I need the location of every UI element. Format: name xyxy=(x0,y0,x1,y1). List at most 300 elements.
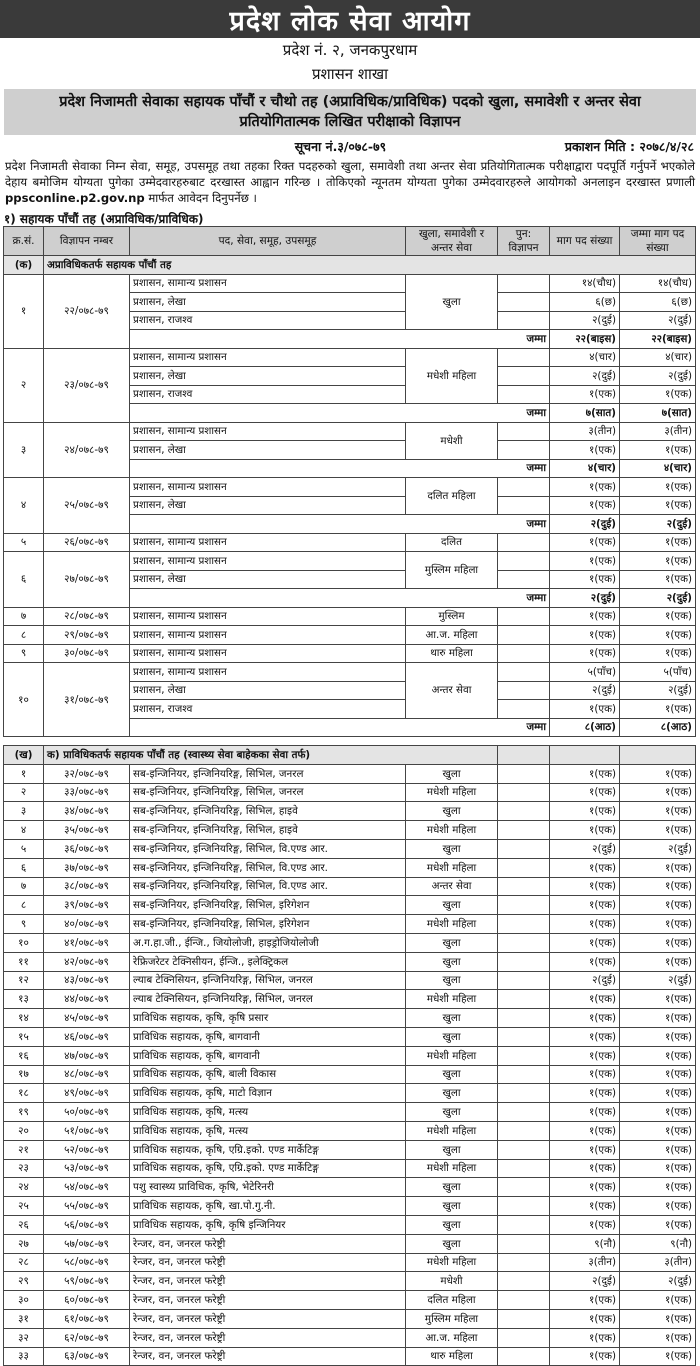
advertisement-number: ३९/०७८-७९ xyxy=(44,896,130,915)
serial-number: ५ xyxy=(4,533,44,552)
table-row xyxy=(4,1027,696,1046)
serial-number: १७ xyxy=(4,1065,44,1084)
serial-number: २१ xyxy=(4,1140,44,1159)
readvertise-cell xyxy=(498,952,550,971)
category: दलित xyxy=(406,533,498,552)
demand-count: ५(पाँच) xyxy=(550,663,620,682)
total-demand-count: १(एक) xyxy=(620,1328,696,1347)
readvertise-cell xyxy=(498,896,550,915)
post-name: प्रशासन, लेखा xyxy=(130,570,406,589)
post-name: प्रशासन, सामान्य प्रशासन xyxy=(130,644,406,663)
serial-number: ४ xyxy=(4,478,44,534)
advertisement-number: २९/०७८-७९ xyxy=(44,626,130,645)
category: खुला xyxy=(406,839,498,858)
advertisement-number: ६१/०७८-७९ xyxy=(44,1309,130,1328)
total-demand-count: १(एक) xyxy=(620,858,696,877)
demand-count: १(एक) xyxy=(550,626,620,645)
table-row xyxy=(4,1328,696,1347)
serial-number: १४ xyxy=(4,1009,44,1028)
total-demand-count: १(एक) xyxy=(620,1121,696,1140)
category: मधेशी महिला xyxy=(406,1253,498,1272)
demand-count: १(एक) xyxy=(550,1121,620,1140)
grand-total-demand: ४(चार) xyxy=(620,459,696,478)
grand-total-demand: २(दुई) xyxy=(620,589,696,608)
total-demand-count: १(एक) xyxy=(620,764,696,783)
serial-number: ३२ xyxy=(4,1328,44,1347)
readvertise-cell xyxy=(498,839,550,858)
advertisement-number: ५१/०७८-७९ xyxy=(44,1121,130,1140)
post-name: प्रशासन, सामान्य प्रशासन xyxy=(130,348,406,367)
post-name: प्रशासन, लेखा xyxy=(130,681,406,700)
readvertise-cell xyxy=(498,626,550,645)
total-demand-count: १(एक) xyxy=(620,1178,696,1197)
post-name: प्रशासन, लेखा xyxy=(130,367,406,386)
total-demand-count: १(एक) xyxy=(620,1084,696,1103)
commission-title: प्रदेश लोक सेवा आयोग xyxy=(229,5,471,37)
post-name: प्राविधिक सहायक, कृषि, बाली विकास xyxy=(130,1065,406,1084)
readvertise-cell xyxy=(498,1065,550,1084)
intro-paragraph xyxy=(0,158,700,206)
table-row xyxy=(4,626,696,645)
readvertise-cell xyxy=(498,293,550,312)
serial-number: ३१ xyxy=(4,1309,44,1328)
serial-number: १ xyxy=(4,274,44,348)
total-label: जम्मा xyxy=(130,404,550,423)
nontechnical-posts-table xyxy=(3,226,696,737)
notice-number: सूचना नं.३/०७८-७९ xyxy=(294,139,387,154)
readvertise-cell xyxy=(498,990,550,1009)
serial-number: २९ xyxy=(4,1272,44,1291)
table-row xyxy=(4,422,696,441)
readvertise-cell xyxy=(498,1309,550,1328)
branch-line: प्रशासन शाखा xyxy=(311,65,389,83)
total-demand: २(दुई) xyxy=(550,589,620,608)
total-demand-count: १(एक) xyxy=(620,877,696,896)
demand-count: १(एक) xyxy=(550,496,620,515)
category: अन्तर सेवा xyxy=(406,663,498,719)
empty-cell xyxy=(550,746,620,765)
table-row xyxy=(4,1046,696,1065)
demand-count: १(एक) xyxy=(550,385,620,404)
demand-count: १(एक) xyxy=(550,1009,620,1028)
post-name: ल्याब टेक्निसियन, इन्जिनियरिङ्ग, सिभिल, जनरल xyxy=(130,990,406,1009)
serial-number: १६ xyxy=(4,1046,44,1065)
table-row xyxy=(4,877,696,896)
header-post: पद, सेवा, समूह, उपसमूह xyxy=(130,227,406,256)
header-sn: क्र.सं. xyxy=(4,227,44,256)
serial-number: ११ xyxy=(4,952,44,971)
demand-count: १(एक) xyxy=(550,1291,620,1310)
demand-count: १(एक) xyxy=(550,1084,620,1103)
post-name: प्रशासन, लेखा xyxy=(130,496,406,515)
total-label: जम्मा xyxy=(130,589,550,608)
post-name: प्राविधिक सहायक, कृषि, एग्रि.इको. एण्ड मार्केटिङ्ग xyxy=(130,1140,406,1159)
advertisement-number: ४१/०७८-७९ xyxy=(44,933,130,952)
category: खुला xyxy=(406,933,498,952)
serial-number: ४ xyxy=(4,821,44,840)
advertisement-number: ३६/०७८-७९ xyxy=(44,839,130,858)
post-name: सब-इन्जिनियर, इन्जिनियरिङ्ग, सिभिल, वि.एण्ड आर. xyxy=(130,839,406,858)
post-name: प्रशासन, सामान्य प्रशासन xyxy=(130,663,406,682)
readvertise-cell xyxy=(498,274,550,293)
demand-count: १(एक) xyxy=(550,607,620,626)
advertisement-number: ३८/०७८-७९ xyxy=(44,877,130,896)
category: मधेशी महिला xyxy=(406,1046,498,1065)
serial-number: १२ xyxy=(4,971,44,990)
total-demand-count: १(एक) xyxy=(620,1159,696,1178)
table-row xyxy=(4,783,696,802)
total-demand-count: १(एक) xyxy=(620,783,696,802)
post-name: रेन्जर, वन, जनरल फरेष्ट्री xyxy=(130,1347,406,1366)
total-demand-count: १(एक) xyxy=(620,1009,696,1028)
demand-count: २(दुई) xyxy=(550,311,620,330)
serial-number: ६ xyxy=(4,858,44,877)
post-name: सब-इन्जिनियर, इन्जिनियरिङ्ग, सिभिल, वि.एण्ड आर. xyxy=(130,858,406,877)
readvertise-cell xyxy=(498,1121,550,1140)
category: खुला xyxy=(406,896,498,915)
table-row xyxy=(4,533,696,552)
empty-cell xyxy=(498,746,550,765)
serial-number: २ xyxy=(4,783,44,802)
advertisement-number: ३१/०७८-७९ xyxy=(44,663,130,737)
total-demand: ४(चार) xyxy=(550,459,620,478)
table-row xyxy=(4,1347,696,1366)
readvertise-cell xyxy=(498,644,550,663)
total-demand-count: ३(तीन) xyxy=(620,422,696,441)
category: खुला xyxy=(406,764,498,783)
category: खुला xyxy=(406,1140,498,1159)
total-demand-count: ३(तीन) xyxy=(620,1253,696,1272)
total-demand-count: १(एक) xyxy=(620,700,696,719)
table-row xyxy=(4,971,696,990)
table-row xyxy=(4,1197,696,1216)
readvertise-cell xyxy=(498,367,550,386)
table-row xyxy=(4,607,696,626)
post-name: प्रशासन, लेखा xyxy=(130,293,406,312)
advertisement-number: ३२/०७८-७९ xyxy=(44,764,130,783)
table-row xyxy=(4,1178,696,1197)
category: दलित महिला xyxy=(406,478,498,515)
readvertise-cell xyxy=(498,915,550,934)
post-name: रेन्जर, वन, जनरल फरेष्ट्री xyxy=(130,1309,406,1328)
category: खुला xyxy=(406,1027,498,1046)
total-demand-count: १(एक) xyxy=(620,1103,696,1122)
readvertise-cell xyxy=(498,764,550,783)
header-category: खुला, समावेशी र अन्तर सेवा xyxy=(406,227,498,256)
post-name: प्रशासन, सामान्य प्रशासन xyxy=(130,552,406,571)
advertisement-number: ४५/०७८-७९ xyxy=(44,1009,130,1028)
advertisement-number: ३५/०७८-७९ xyxy=(44,821,130,840)
demand-count: १(एक) xyxy=(550,570,620,589)
advertisement-number: ४२/०७८-७९ xyxy=(44,952,130,971)
header-total-demand: जम्मा माग पद संख्या xyxy=(620,227,696,256)
post-name: प्राविधिक सहायक, कृषि, बागवानी xyxy=(130,1027,406,1046)
post-name: प्राविधिक सहायक, कृषि, माटो विज्ञान xyxy=(130,1084,406,1103)
section-b-label: (ख) xyxy=(4,746,44,765)
demand-count: १(एक) xyxy=(550,821,620,840)
serial-number: ३ xyxy=(4,802,44,821)
advertisement-number: २२/०७८-७९ xyxy=(44,274,130,348)
demand-count: १(एक) xyxy=(550,783,620,802)
table-row xyxy=(4,1272,696,1291)
grand-total-demand: २(दुई) xyxy=(620,515,696,534)
demand-count: १(एक) xyxy=(550,1140,620,1159)
total-demand-count: १(एक) xyxy=(620,1046,696,1065)
readvertise-cell xyxy=(498,1159,550,1178)
serial-number: ३ xyxy=(4,422,44,478)
category: खुला xyxy=(406,952,498,971)
table-row xyxy=(4,1084,696,1103)
post-name: सब-इन्जिनियर, इन्जिनियरिङ्ग, सिभिल, इरिगेशन xyxy=(130,915,406,934)
post-name: प्राविधिक सहायक, कृषि, कृषि इन्जिनियर xyxy=(130,1215,406,1234)
demand-count: १(एक) xyxy=(550,1309,620,1328)
table-row xyxy=(4,348,696,367)
category: मधेशी महिला xyxy=(406,858,498,877)
total-demand-count: १(एक) xyxy=(620,933,696,952)
total-demand: ८(आठ) xyxy=(550,718,620,737)
total-demand-count: १(एक) xyxy=(620,1027,696,1046)
advertisement-number: ५९/०७८-७९ xyxy=(44,1272,130,1291)
table-row xyxy=(4,1234,696,1253)
advertisement-number: ४८/०७८-७९ xyxy=(44,1065,130,1084)
total-demand-count: १(एक) xyxy=(620,915,696,934)
readvertise-cell xyxy=(498,700,550,719)
serial-number: ८ xyxy=(4,896,44,915)
serial-number: ९ xyxy=(4,915,44,934)
advertisement-number: २७/०७८-७९ xyxy=(44,552,130,608)
demand-count: १(एक) xyxy=(550,858,620,877)
post-name: प्राविधिक सहायक, कृषि, बागवानी xyxy=(130,1046,406,1065)
empty-cell xyxy=(620,746,696,765)
advertisement-number: ३७/०७८-७९ xyxy=(44,858,130,877)
readvertise-cell xyxy=(498,1291,550,1310)
advertisement-number: ५४/०७८-७९ xyxy=(44,1178,130,1197)
serial-number: ३० xyxy=(4,1291,44,1310)
total-demand-count: १(एक) xyxy=(620,990,696,1009)
headline-line-1: प्रदेश निजामती सेवाका सहायक पाँचौं र चौथो तह (अप्राविधिक/प्राविधिक) पदको खुला, समावेशी र अन्तर सेवा xyxy=(59,94,641,110)
readvertise-cell xyxy=(498,1272,550,1291)
serial-number: ९ xyxy=(4,644,44,663)
serial-number: ५ xyxy=(4,839,44,858)
table-row xyxy=(4,1009,696,1028)
advertisement-number: २३/०७८-७९ xyxy=(44,348,130,422)
serial-number: २४ xyxy=(4,1178,44,1197)
demand-count: १(एक) xyxy=(550,1159,620,1178)
demand-count: ९(नौ) xyxy=(550,1234,620,1253)
table-row xyxy=(4,764,696,783)
table-row xyxy=(4,274,696,293)
table-row xyxy=(4,1065,696,1084)
readvertise-cell xyxy=(498,1234,550,1253)
post-name: सब-इन्जिनियर, इन्जिनियरिङ्ग, सिभिल, हाइवे xyxy=(130,821,406,840)
category: खुला xyxy=(406,1197,498,1216)
category: खुला xyxy=(406,971,498,990)
section-b-title: क) प्राविधिकतर्फ सहायक पाँचौं तह (स्वास्थ्य सेवा बाहेकका सेवा तर्फ) xyxy=(44,746,498,765)
demand-count: ३(तीन) xyxy=(550,422,620,441)
advertisement-number: ३४/०७८-७९ xyxy=(44,802,130,821)
post-name: रेफ्रिजरेटर टेक्निसीयन, ईन्जि., इलेक्ट्रिकल xyxy=(130,952,406,971)
post-name: प्रशासन, लेखा xyxy=(130,441,406,460)
category: मधेशी महिला xyxy=(406,915,498,934)
serial-number: २७ xyxy=(4,1234,44,1253)
serial-number: २५ xyxy=(4,1197,44,1216)
total-demand: २२(बाइस) xyxy=(550,330,620,349)
table-row xyxy=(4,1159,696,1178)
grand-total-demand: ८(आठ) xyxy=(620,718,696,737)
readvertise-cell xyxy=(498,971,550,990)
demand-count: १(एक) xyxy=(550,1197,620,1216)
advertisement-number: २६/०७८-७९ xyxy=(44,533,130,552)
serial-number: ७ xyxy=(4,607,44,626)
total-demand: २(दुई) xyxy=(550,515,620,534)
total-demand-count: २(दुई) xyxy=(620,971,696,990)
serial-number: ३३ xyxy=(4,1347,44,1366)
readvertise-cell xyxy=(498,1178,550,1197)
post-name: अ.ग.हा.जी., ईन्जि., जियोलोजी, हाइड्रोजियोलोजी xyxy=(130,933,406,952)
demand-count: १(एक) xyxy=(550,764,620,783)
post-name: प्राविधिक सहायक, कृषि, मत्स्य xyxy=(130,1103,406,1122)
serial-number: ८ xyxy=(4,626,44,645)
table-row xyxy=(4,1253,696,1272)
total-demand-count: २(दुई) xyxy=(620,681,696,700)
intro-text: प्रदेश निजामती सेवाका निम्न सेवा, समूह, उपसमूह तथा तहका रिक्त पदहरुको खुला, समावेशी तथा अन्तर सेवा प्रतियोगितात्मक परीक्षाद्वारा पदपूर्ति गर्नुपर्ने भएकोले देहाय बमोजिम योग्यता पुगेका उम्मेदवारहरुबाट दरखास्त आह्वान गरिन्छ । तोकिएको न्यूनतम योग्यता पुगेका उम्मेदवारहरुले आयोगको अनलाइन दरखास्त प्रणाली xyxy=(5,159,695,189)
readvertise-cell xyxy=(498,1328,550,1347)
table-row xyxy=(4,478,696,497)
readvertise-cell xyxy=(498,552,550,571)
total-demand-count: २(दुई) xyxy=(620,839,696,858)
category: मधेशी महिला xyxy=(406,1121,498,1140)
total-demand-count: १४(चौध) xyxy=(620,274,696,293)
post-name: प्राविधिक सहायक, कृषि, कृषि प्रसार xyxy=(130,1009,406,1028)
demand-count: १(एक) xyxy=(550,644,620,663)
serial-number: ६ xyxy=(4,552,44,608)
post-name: प्राविधिक सहायक, कृषि, खा.पो.गु.नी. xyxy=(130,1197,406,1216)
total-demand-count: १(एक) xyxy=(620,1215,696,1234)
demand-count: ३(तीन) xyxy=(550,1253,620,1272)
demand-count: १(एक) xyxy=(550,700,620,719)
province-line: प्रदेश नं. २, जनकपुरधाम xyxy=(282,41,418,59)
table-row xyxy=(4,858,696,877)
advertisement-number: ५२/०७८-७९ xyxy=(44,1140,130,1159)
online-portal-link[interactable]: ppsconline.p2.gov.np xyxy=(5,191,145,205)
notice-bar xyxy=(0,138,700,155)
readvertise-cell xyxy=(498,1197,550,1216)
table-row xyxy=(4,821,696,840)
table-row xyxy=(4,1103,696,1122)
header-demand: माग पद संख्या xyxy=(550,227,620,256)
category: थारु महिला xyxy=(406,644,498,663)
category: खुला xyxy=(406,1215,498,1234)
demand-count: २(दुई) xyxy=(550,971,620,990)
technical-posts-table xyxy=(3,745,696,1366)
category: मुस्लिम महिला xyxy=(406,552,498,589)
advertisement-number: ५८/०७८-७९ xyxy=(44,1253,130,1272)
table-row xyxy=(4,839,696,858)
table-row xyxy=(4,952,696,971)
demand-count: १(एक) xyxy=(550,441,620,460)
headline-line-2: प्रतियोगितात्मक लिखित परीक्षाको विज्ञापन xyxy=(239,114,461,130)
total-label: जम्मा xyxy=(130,718,550,737)
readvertise-cell xyxy=(498,1027,550,1046)
readvertise-cell xyxy=(498,496,550,515)
post-name: प्रशासन, सामान्य प्रशासन xyxy=(130,422,406,441)
grand-total-demand: ७(सात) xyxy=(620,404,696,423)
demand-count: १(एक) xyxy=(550,896,620,915)
readvertise-cell xyxy=(498,478,550,497)
readvertise-cell xyxy=(498,1103,550,1122)
total-demand-count: १(एक) xyxy=(620,1140,696,1159)
category: मधेशी xyxy=(406,422,498,459)
table-row xyxy=(4,1140,696,1159)
advertisement-number: ५७/०७८-७९ xyxy=(44,1234,130,1253)
post-name: प्रशासन, सामान्य प्रशासन xyxy=(130,607,406,626)
post-name: रेन्जर, वन, जनरल फरेष्ट्री xyxy=(130,1253,406,1272)
post-name: प्राविधिक सहायक, कृषि, एग्रि.इको. एण्ड मार्केटिङ्ग xyxy=(130,1159,406,1178)
advertisement-number: २८/०७८-७९ xyxy=(44,607,130,626)
post-name: प्रशासन, राजश्व xyxy=(130,311,406,330)
demand-count: १(एक) xyxy=(550,533,620,552)
demand-count: १(एक) xyxy=(550,1328,620,1347)
commission-title-banner xyxy=(0,0,700,38)
demand-count: ४(चार) xyxy=(550,348,620,367)
total-demand-count: १(एक) xyxy=(620,385,696,404)
demand-count: १(एक) xyxy=(550,1347,620,1366)
post-name: सब-इन्जिनियर, इन्जिनियरिङ्ग, सिभिल, इरिगेशन xyxy=(130,896,406,915)
serial-number: २८ xyxy=(4,1253,44,1272)
total-demand-count: ४(चार) xyxy=(620,348,696,367)
category: खुला xyxy=(406,1084,498,1103)
total-demand-count: १(एक) xyxy=(620,570,696,589)
demand-count: १(एक) xyxy=(550,1178,620,1197)
serial-number: १३ xyxy=(4,990,44,1009)
total-demand-count: १(एक) xyxy=(620,533,696,552)
table-row xyxy=(4,933,696,952)
post-name: सब-इन्जिनियर, इन्जिनियरिङ्ग, सिभिल, वि.एण्ड आर. xyxy=(130,877,406,896)
advertisement-number: ५६/०७८-७९ xyxy=(44,1215,130,1234)
total-demand-count: १(एक) xyxy=(620,644,696,663)
total-demand-count: १(एक) xyxy=(620,441,696,460)
demand-count: १(एक) xyxy=(550,915,620,934)
post-name: ल्याब टेक्निसियन, इन्जिनियरिङ्ग, सिभिल, जनरल xyxy=(130,971,406,990)
readvertise-cell xyxy=(498,1009,550,1028)
readvertise-cell xyxy=(498,533,550,552)
table-row xyxy=(4,896,696,915)
readvertise-cell xyxy=(498,311,550,330)
demand-count: १(एक) xyxy=(550,1215,620,1234)
advertisement-number: ६२/०७८-७९ xyxy=(44,1328,130,1347)
post-name: पशु स्वास्थ्य प्राविधिक, कृषि, भेटेरिनरी xyxy=(130,1178,406,1197)
total-demand-count: १(एक) xyxy=(620,896,696,915)
table-row xyxy=(4,663,696,682)
category: खुला xyxy=(406,1009,498,1028)
serial-number: १८ xyxy=(4,1084,44,1103)
post-name: सब-इन्जिनियर, इन्जिनियरिङ्ग, सिभिल, हाइवे xyxy=(130,802,406,821)
category: खुला xyxy=(406,1234,498,1253)
post-name: प्रशासन, सामान्य प्रशासन xyxy=(130,533,406,552)
total-demand-count: १(एक) xyxy=(620,1347,696,1366)
demand-count: २(दुई) xyxy=(550,367,620,386)
category: मुस्लिम xyxy=(406,607,498,626)
advertisement-number: ४६/०७८-७९ xyxy=(44,1027,130,1046)
section-a-row xyxy=(4,256,696,275)
header-readvertise: पुन: विज्ञापन xyxy=(498,227,550,256)
serial-number: १९ xyxy=(4,1103,44,1122)
category: दलित महिला xyxy=(406,1291,498,1310)
serial-number: १५ xyxy=(4,1027,44,1046)
total-demand-count: १(एक) xyxy=(620,952,696,971)
total-demand-count: २(दुई) xyxy=(620,1272,696,1291)
readvertise-cell xyxy=(498,1140,550,1159)
